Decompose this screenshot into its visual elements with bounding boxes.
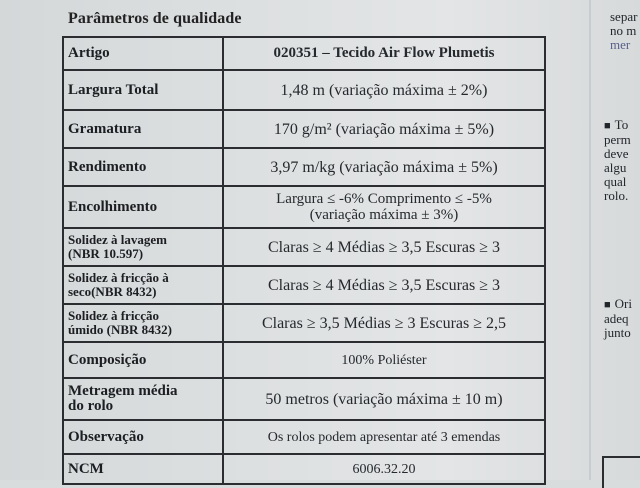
row-value: 6006.32.20 xyxy=(223,454,545,484)
side-text-line: qual xyxy=(604,174,627,189)
row-value: 020351 – Tecido Air Flow Plumetis xyxy=(223,37,545,70)
side-text-block xyxy=(604,118,631,203)
row-value: Claras ≥ 4 Médias ≥ 3,5 Escuras ≥ 3 xyxy=(223,266,545,304)
row-value: 3,97 m/kg (variação máxima ± 5%) xyxy=(223,148,545,186)
table-row xyxy=(63,70,545,110)
label-line: Solidez à fricção à xyxy=(68,270,169,285)
side-text-line: no m xyxy=(610,23,637,38)
table-row xyxy=(63,304,545,342)
side-text-line: algu xyxy=(604,160,627,175)
label-line: (NBR 10.597) xyxy=(68,246,144,261)
side-text-line: ■ To xyxy=(604,117,629,132)
label-line: Metragem média xyxy=(68,383,178,399)
table-row xyxy=(63,378,545,420)
table-row xyxy=(63,186,545,228)
row-value xyxy=(223,186,545,228)
side-text-line: rolo. xyxy=(604,188,629,203)
row-value: 50 metros (variação máxima ± 10 m) xyxy=(223,378,545,420)
quality-parameters-table xyxy=(62,36,546,485)
bullet-icon: ■ xyxy=(604,299,611,311)
label-line: Solidez à lavagem xyxy=(68,232,167,247)
row-label: Composição xyxy=(63,342,223,378)
table-row xyxy=(63,266,545,304)
row-label xyxy=(63,266,223,304)
row-label: Artigo xyxy=(63,37,223,70)
side-text-line: mer xyxy=(610,37,631,52)
row-label xyxy=(63,378,223,420)
row-label xyxy=(63,304,223,342)
value-line: Largura ≤ -6% Comprimento ≤ -5% xyxy=(276,191,492,207)
row-label: NCM xyxy=(63,454,223,484)
value-line: (variação máxima ± 3%) xyxy=(309,207,459,223)
table-row xyxy=(63,37,545,70)
side-text-block xyxy=(604,297,632,340)
side-text-block xyxy=(610,10,637,52)
row-label: Observação xyxy=(63,420,223,454)
row-label: Largura Total xyxy=(63,70,223,110)
row-value: 170 g/m² (variação máxima ± 5%) xyxy=(223,110,545,148)
section-heading: Parâmetros de qualidade xyxy=(68,10,242,27)
row-value: 1,48 m (variação máxima ± 2%) xyxy=(223,70,545,110)
table-row xyxy=(63,110,545,148)
page-fold-shadow xyxy=(589,0,591,480)
label-line: Solidez à fricção xyxy=(68,308,159,323)
row-label: Encolhimento xyxy=(63,186,223,228)
table-row xyxy=(63,228,545,266)
row-label: Rendimento xyxy=(63,148,223,186)
label-line: úmido (NBR 8432) xyxy=(68,322,173,337)
label-line: seco(NBR 8432) xyxy=(68,284,157,299)
side-text-line: ■ Ori xyxy=(604,296,632,311)
side-text-line: perm xyxy=(604,132,631,147)
side-text-line: deve xyxy=(604,146,629,161)
side-table-corner xyxy=(602,456,640,488)
table-row xyxy=(63,148,545,186)
side-text-line: junto xyxy=(604,325,631,340)
side-text-line: adeq xyxy=(604,311,629,326)
table-row xyxy=(63,342,545,378)
label-line: do rolo xyxy=(68,398,114,414)
row-label: Gramatura xyxy=(63,110,223,148)
row-value: Claras ≥ 3,5 Médias ≥ 3 Escuras ≥ 2,5 xyxy=(223,304,545,342)
row-value: 100% Poliéster xyxy=(223,342,545,378)
bullet-icon: ■ xyxy=(604,120,611,132)
table-row xyxy=(63,420,545,454)
row-label xyxy=(63,228,223,266)
side-text-line: separ xyxy=(610,9,638,24)
row-value: Os rolos podem apresentar até 3 emendas xyxy=(223,420,545,454)
row-value: Claras ≥ 4 Médias ≥ 3,5 Escuras ≥ 3 xyxy=(223,228,545,266)
